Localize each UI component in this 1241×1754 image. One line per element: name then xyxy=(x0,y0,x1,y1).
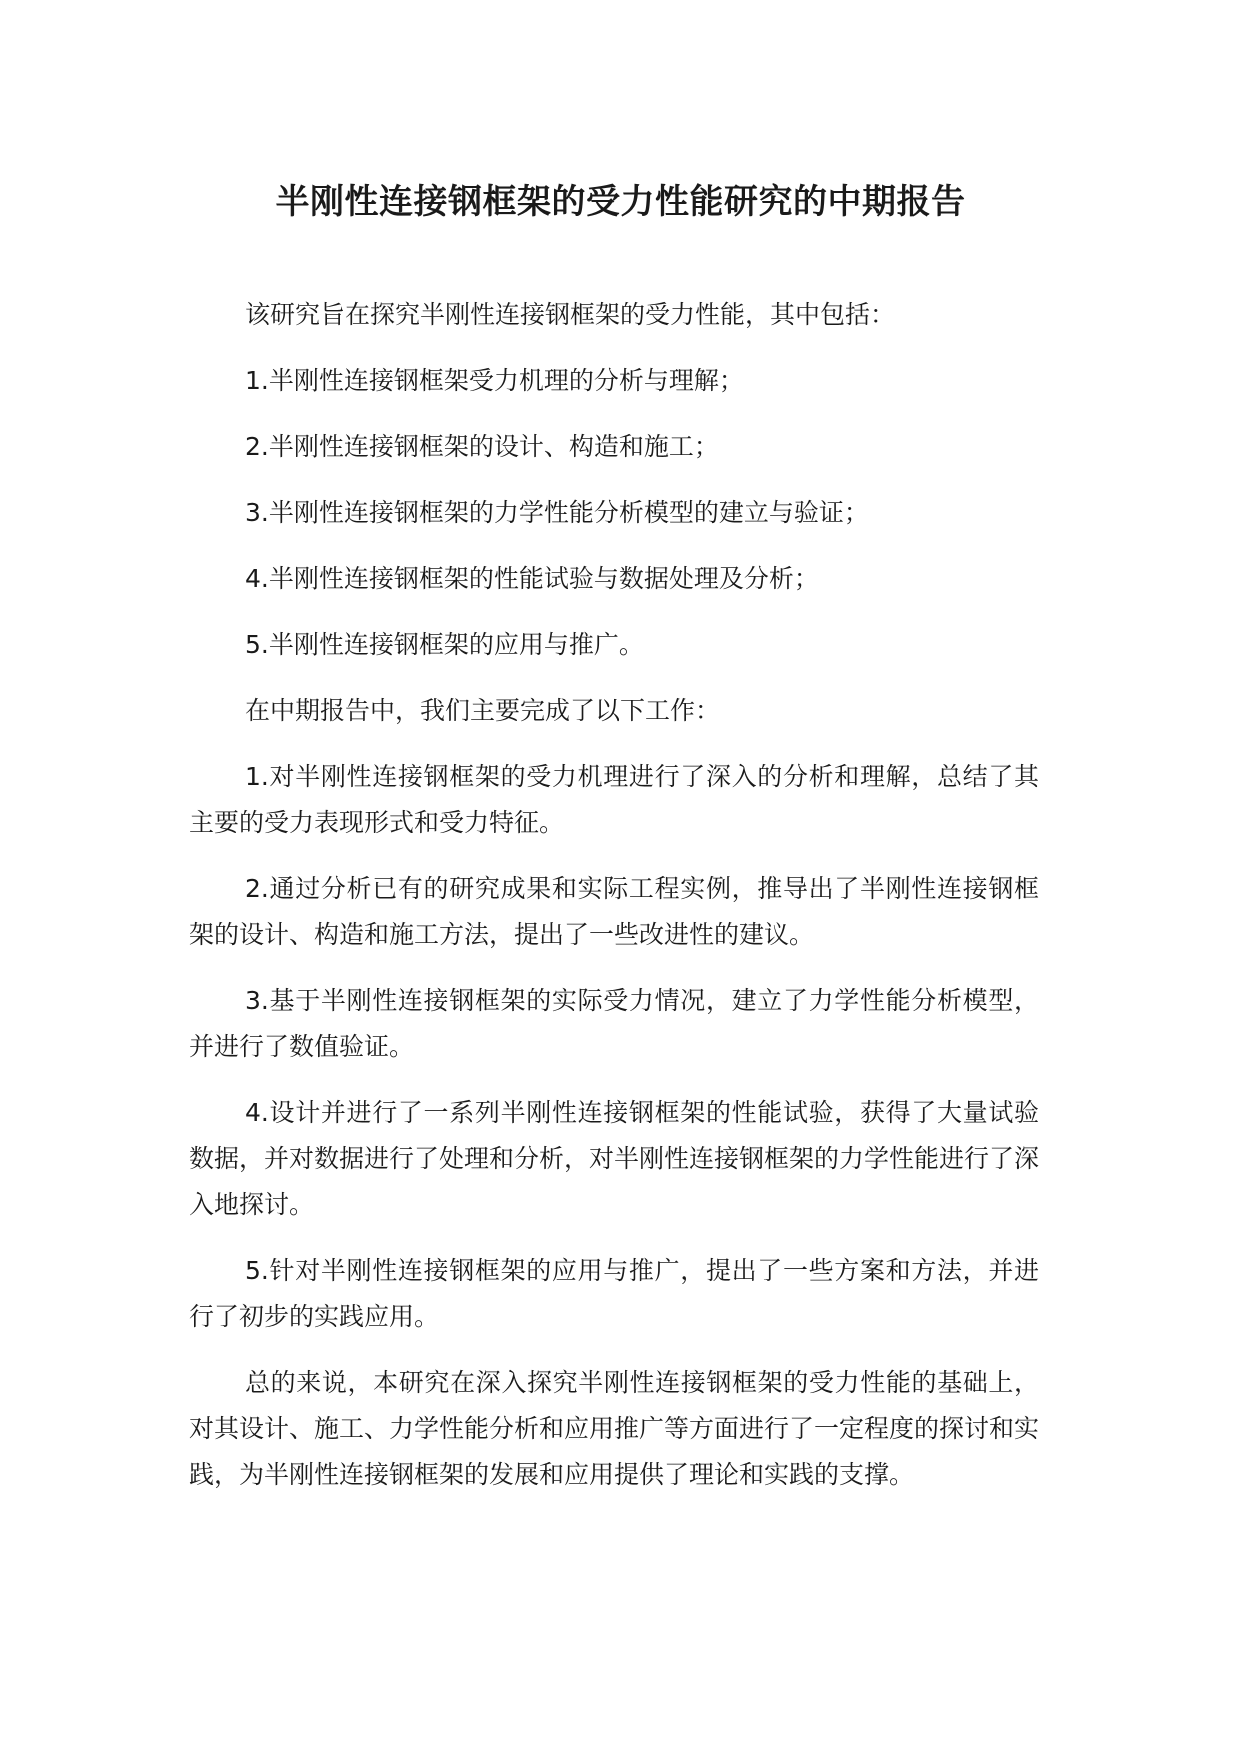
work-item-1: 1.对半刚性连接钢框架的受力机理进行了深入的分析和理解，总结了其主要的受力表现形式和受力特征。 xyxy=(189,762,1039,837)
list-item-1: 1.半刚性连接钢框架受力机理的分析与理解； xyxy=(245,366,744,395)
paragraph-conclusion: 总的来说，本研究在深入探究半刚性连接钢框架的受力性能的基础上，对其设计、施工、力学性能分析和应用推广等方面进行了一定程度的探讨和实践，为半刚性连接钢框架的发展和应用提供了理论和实践的支撑。 xyxy=(189,1368,1040,1489)
work-item-3: 3.基于半刚性连接钢框架的实际受力情况，建立了力学性能分析模型，并进行了数值验证。 xyxy=(189,986,1039,1061)
paragraph-midterm-intro: 在中期报告中，我们主要完成了以下工作： xyxy=(245,696,721,725)
list-item-3: 3.半刚性连接钢框架的力学性能分析模型的建立与验证； xyxy=(245,498,869,527)
work-item-2: 2.通过分析已有的研究成果和实际工程实例，推导出了半刚性连接钢框架的设计、构造和施工方法，提出了一些改进性的建议。 xyxy=(189,874,1039,949)
paragraph-intro: 该研究旨在探究半刚性连接钢框架的受力性能，其中包括： xyxy=(245,300,896,329)
list-item-2: 2.半刚性连接钢框架的设计、构造和施工； xyxy=(245,432,719,461)
document-title: 半刚性连接钢框架的受力性能研究的中期报告 xyxy=(275,182,966,222)
work-item-5: 5.针对半刚性连接钢框架的应用与推广，提出了一些方案和方法，并进行了初步的实践应用。 xyxy=(189,1256,1039,1331)
list-item-4: 4.半刚性连接钢框架的性能试验与数据处理及分析； xyxy=(245,564,819,593)
document-body xyxy=(189,292,1039,1518)
work-item-4: 4.设计并进行了一系列半刚性连接钢框架的性能试验，获得了大量试验数据，并对数据进行了处理和分析，对半刚性连接钢框架的力学性能进行了深入地探讨。 xyxy=(189,1098,1040,1219)
list-item-5: 5.半刚性连接钢框架的应用与推广。 xyxy=(245,630,644,659)
